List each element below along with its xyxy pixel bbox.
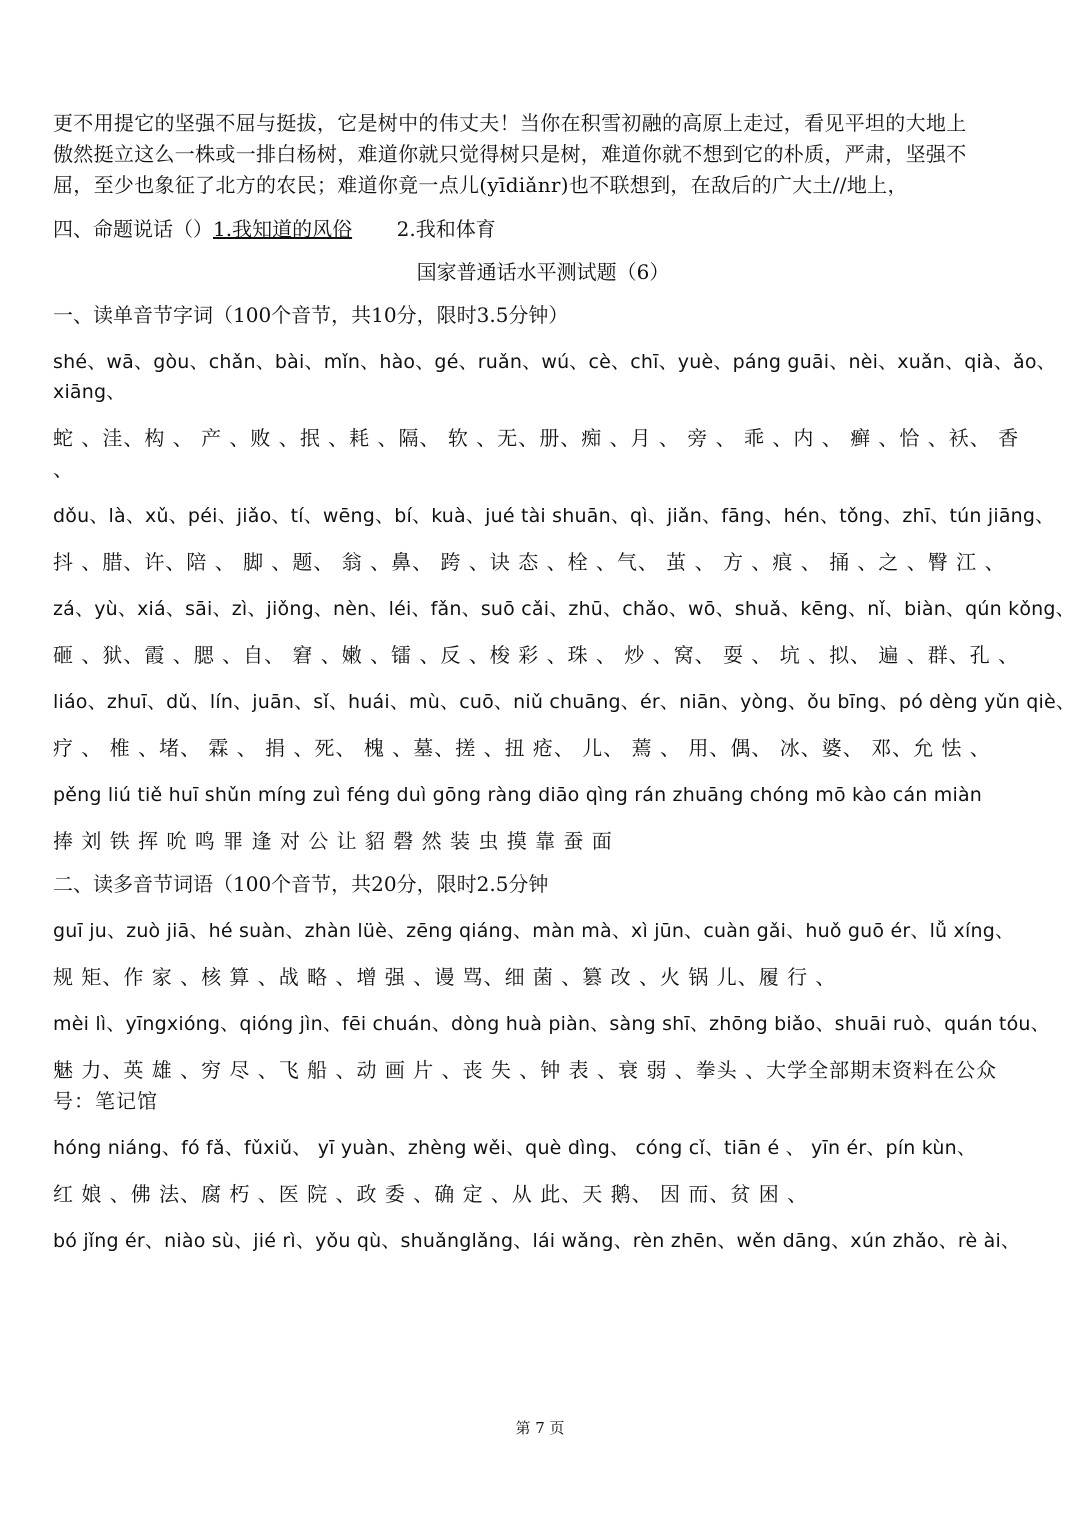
passage [53,108,1033,201]
section-2-heading: 二、读多音节词语（100个音节，共20分，限时2.5分钟 [53,872,549,896]
pinyin-line: zá、yù、xiá、sāi、zì、jiǒng、nèn、léi、fǎn、suō cǎi、zhū、chǎo、wō、shuǎ、kēng、nǐ、biàn、qún kǒng、 [53,598,1075,620]
pinyin-line: pěng liú tiě huī shǔn míng zuì féng duì gōng ràng diāo qìng rán zhuāng chóng mō kào cán miàn [53,784,983,806]
hanzi-line: 砸 、狱、霞 、腮 、自、 窘 、嫩 、镭 、反 、梭 彩 、珠 、 炒 、窝、 耍 、 坑 、拟、 遍 、群、孔 、 [53,643,1020,667]
pinyin-line-continued: xiāng、 [53,381,126,403]
pinyin-line: shé、wā、gòu、chǎn、bài、mǐn、hào、gé、ruǎn、wú、cè、chī、yuè、páng guāi、nèi、xuǎn、qià、ǎo、 [53,351,1056,373]
section-1-heading: 一、读单音节字词（100个音节，共10分，限时3.5分钟） [53,303,569,327]
pinyin-line: dǒu、là、xǔ、péi、jiǎo、tí、wēng、bí、kuà、jué tài shuān、qì、jiǎn、fāng、hén、tǒng、zhī、tún jiāng、 [53,505,1055,527]
hanzi-line: 捧 刘 铁 挥 吮 鸣 罪 逢 对 公 让 貂 磬 然 装 虫 摸 靠 蚕 面 [53,829,613,853]
pinyin-line: bó jǐng ér、niào sù、jié rì、yǒu qù、shuǎnglǎng、lái wǎng、rèn zhēn、wěn dāng、xún zhǎo、rè ài、 [53,1230,1021,1252]
pinyin-line: guī ju、zuò jiā、hé suàn、zhàn lüè、zēng qiáng、màn mà、xì jūn、cuàn gǎi、huǒ guō ér、lǚ xíng、 [53,920,1015,942]
test-title: 国家普通话水平测试题（6） [416,260,670,284]
passage-line: 更不用提它的坚强不屈与挺拔，它是树中的伟丈夫！当你在积雪初融的高原上走过，看见平坦的大地上 [53,111,967,135]
document-page [53,108,1076,1256]
pinyin-line: hóng niáng、fó fǎ、fǔxiǔ、 yī yuàn、zhèng wěi、què dìng、 cóng cǐ、tiān é 、 yīn ér、pín kùn、 [53,1137,977,1159]
topic-option-2: 2.我和体育 [396,217,496,241]
pinyin-line: mèi lì、yīngxióng、qióng jìn、fēi chuán、dòng huà piàn、sàng shī、zhōng biǎo、shuāi ruò、quán tóu、 [53,1013,1050,1035]
section-1-items [53,347,1076,857]
passage-line: 屈，至少也象征了北方的农民；难道你竟一点儿(yīdiǎnr)也不联想到，在敌后的广大土//地上， [53,173,908,197]
page-number: 第 7 页 [515,1419,565,1437]
hanzi-line: 魅 力、英 雄 、穷 尽 、飞 船 、动 画 片 、丧 失 、钟 表 、衰 弱 、拳头 、大学全部期末资料在公众号：笔记馆 [53,1058,998,1113]
hanzi-line: 规 矩、作 家 、核 算 、战 略 、增 强 、谩 骂、细 菌 、篡 改 、火 锅 儿、履 行 、 [53,965,837,989]
topic-option-1: 1.我知道的风俗 [213,217,353,241]
pinyin-line: liáo、zhuī、dǔ、lín、juān、sǐ、huái、mù、cuō、niǔ chuāng、ér、niān、yòng、ǒu bīng、pó dèng yǔn qiè、 [53,691,1076,713]
hanzi-line: 蛇 、洼、构 、 产 、败 、抿 、耗 、隔、 软 、无、册、痴 、月 、 旁 、 乖 、内 、 癣 、恰 、袄、 香 、 [53,426,1020,481]
section-2-items [53,916,1050,1256]
topic-prefix: 四、命题说话（） [53,217,213,241]
passage-line: 傲然挺立这么一株或一排白杨树，难道你就只觉得树只是树，难道你就不想到它的朴质，严肃，坚强不 [53,142,967,166]
hanzi-line: 红 娘 、佛 法、腐 朽 、医 院 、政 委 、确 定 、从 此、天 鹅、 因 而、贫 困 、 [53,1182,809,1206]
topic-speaking-heading [53,214,1033,245]
hanzi-line: 疗 、 椎 、堵、 霖 、 捐 、死、 槐 、墓、搓 、扭 疮、 儿、 蔫 、 用、偶、 冰、婆、 邓、允 怯 、 [53,736,991,760]
hanzi-line: 抖 、腊、许、陪 、 脚 、题、 翁 、鼻、 跨 、诀 态 、栓 、气、 茧 、 方 、痕 、 捅 、之 、臀 江 、 [53,550,1006,574]
